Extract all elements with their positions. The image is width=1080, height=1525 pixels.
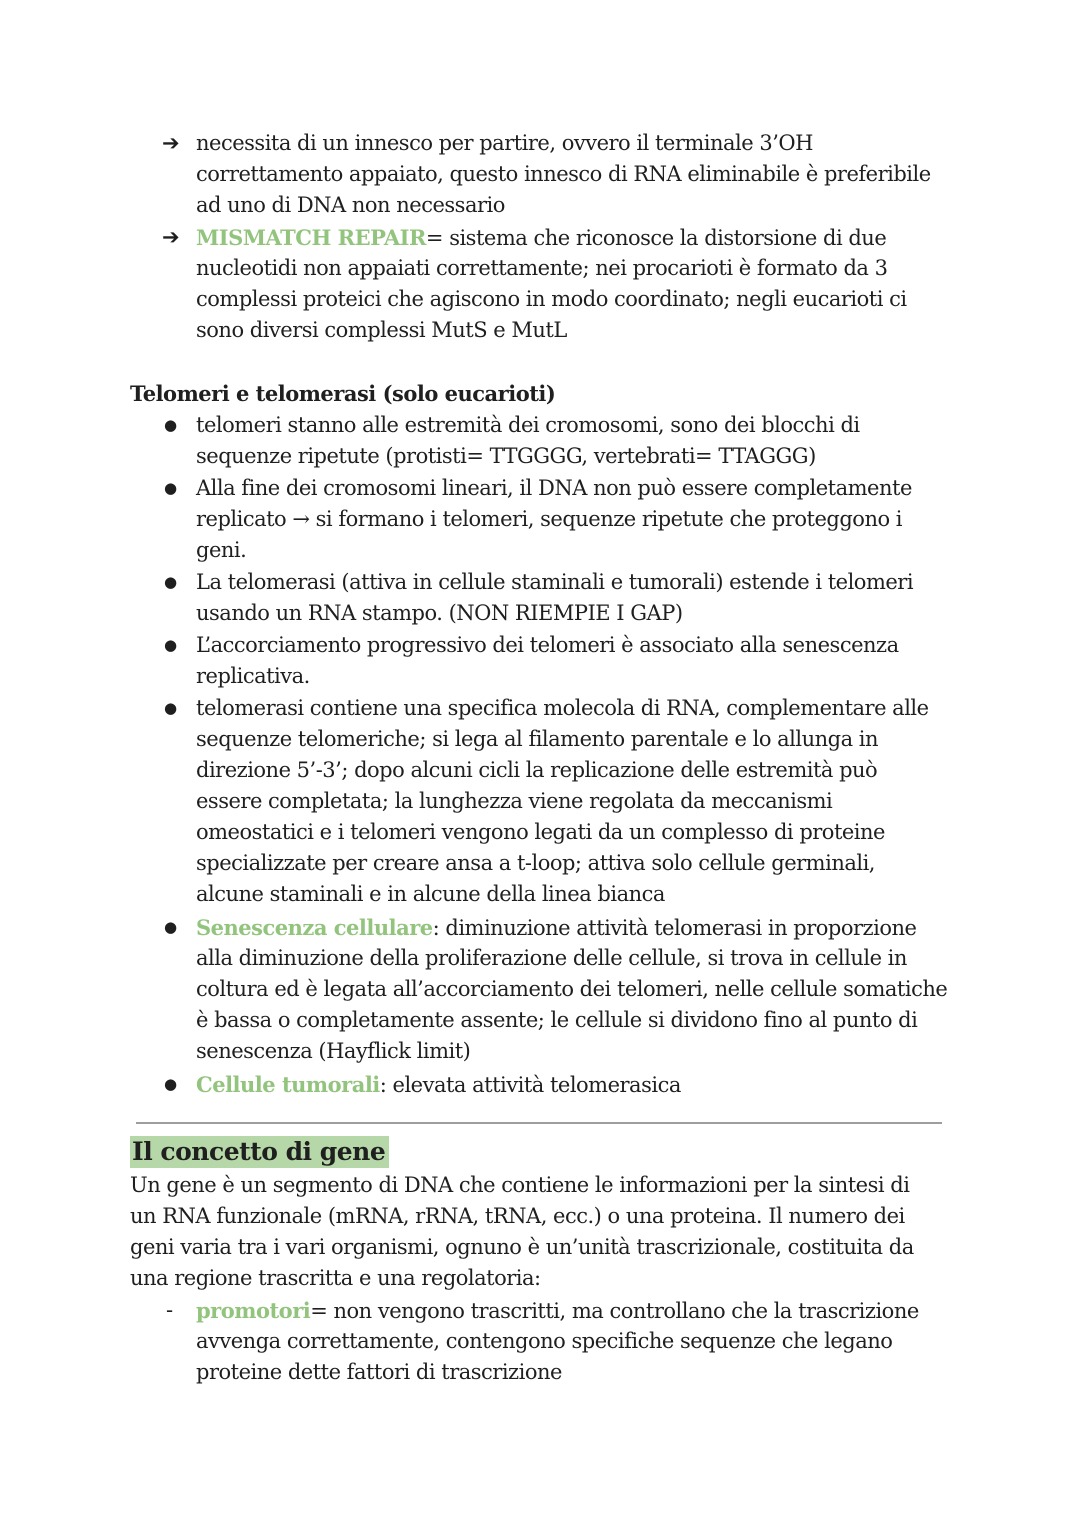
bullet-icon: ● <box>164 636 178 654</box>
bullet-4-line-1: L’accorciamento progressivo dei telomeri è associato alla senescenza <box>196 633 899 657</box>
bullet-6-line-1: Senescenza cellulare: diminuzione attività telomerasi in proporzione <box>196 915 917 940</box>
bullet-3-line-1: La telomerasi (attiva in cellule staminali e tumorali) estende i telomeri <box>196 570 914 594</box>
bullet-icon: ● <box>164 918 178 936</box>
bullet-icon: ● <box>164 416 178 434</box>
arrow-icon: ➔ <box>162 131 180 155</box>
arrow-item-1-line-3: ad uno di DNA non necessario <box>196 193 505 217</box>
senescenza-term: Senescenza cellulare <box>196 915 433 940</box>
dash-icon: - <box>166 1298 174 1322</box>
arrow-item-2-line-3: complessi proteici che agiscono in modo coordinato; negli eucarioti ci <box>196 287 907 311</box>
arrow-item-2-line-1: MISMATCH REPAIR= sistema che riconosce la distorsione di due <box>196 225 887 250</box>
bullet-2-line-3: geni. <box>196 538 247 562</box>
bullet-5-line-6: specializzate per creare ansa a t-loop; attiva solo cellule germinali, <box>196 851 875 875</box>
bullet-5-line-3: direzione 5’-3’; dopo alcuni cicli la replicazione delle estremità può <box>196 758 878 782</box>
arrow-icon: ➔ <box>162 225 180 249</box>
bullet-1-line-2: sequenze ripetute (protisti= TTGGGG, vertebrati= TTAGGG) <box>196 444 816 468</box>
bullet-2-line-1: Alla fine dei cromosomi lineari, il DNA non può essere completamente <box>196 476 912 500</box>
gene-paragraph-line-4: una regione trascritta e una regolatoria: <box>130 1266 541 1290</box>
bullet-5-line-2: sequenze telomeriche; si lega al filamento parentale e lo allunga in <box>196 727 879 751</box>
bullet-6-line-5: senescenza (Hayflick limit) <box>196 1039 471 1063</box>
dash-item-1-line-1: promotori= non vengono trascritti, ma controllano che la trascrizione <box>196 1298 919 1323</box>
arrow-item-1-line-1: necessita di un innesco per partire, ovvero il terminale 3’OH <box>196 131 813 155</box>
bullet-1-line-1: telomeri stanno alle estremità dei cromosomi, sono dei blocchi di <box>196 413 860 437</box>
bullet-5-line-4: essere completata; la lunghezza viene regolata da meccanismi <box>196 789 833 813</box>
bullet-2-line-2: replicato → si formano i telomeri, sequenze ripetute che proteggono i <box>196 507 903 531</box>
section-divider <box>136 1122 942 1124</box>
arrow-item-2-line-2: nucleotidi non appaiati correttamente; nei procarioti è formato da 3 <box>196 256 888 280</box>
dash-item-1-line-2: avvenga correttamente, contengono specifiche sequenze che legano <box>196 1329 893 1353</box>
gene-paragraph-line-1: Un gene è un segmento di DNA che contiene le informazioni per la sintesi di <box>130 1173 910 1197</box>
bullet-5-line-5: omeostatici e i telomeri vengono legati da un complesso di proteine <box>196 820 885 844</box>
bullet-icon: ● <box>164 479 178 497</box>
telomeri-title: Telomeri e telomerasi (solo eucarioti) <box>130 381 556 406</box>
gene-heading: Il concetto di gene <box>130 1136 389 1168</box>
bullet-7-line-1: Cellule tumorali: elevata attività telomerasica <box>196 1072 681 1097</box>
bullet-4-line-2: replicativa. <box>196 664 310 688</box>
bullet-5-line-7: alcune staminali e in alcune della linea bianca <box>196 882 665 906</box>
arrow-item-2-line-4: sono diversi complessi MutS e MutL <box>196 318 567 342</box>
bullet-icon: ● <box>164 699 178 717</box>
bullet-6-line-2: alla diminuzione della proliferazione delle cellule, si trova in cellule in <box>196 946 907 970</box>
promotori-term: promotori <box>196 1298 311 1323</box>
gene-paragraph-line-2: un RNA funzionale (mRNA, rRNA, tRNA, ecc.) o una proteina. Il numero dei <box>130 1204 905 1228</box>
bullet-icon: ● <box>164 573 178 591</box>
bullet-6-line-4: è bassa o completamente assente; le cellule si dividono fino al punto di <box>196 1008 918 1032</box>
arrow-item-1-line-2: correttamento appaiato, questo innesco di RNA eliminabile è preferibile <box>196 162 931 186</box>
cellule-tumorali-term: Cellule tumorali <box>196 1072 380 1097</box>
bullet-3-line-2: usando un RNA stampo. (NON RIEMPIE I GAP) <box>196 601 683 625</box>
dash-item-1-line-3: proteine dette fattori di trascrizione <box>196 1360 562 1384</box>
bullet-icon: ● <box>164 1075 178 1093</box>
gene-paragraph-line-3: geni varia tra i vari organismi, ognuno è un’unità trascrizionale, costituita da <box>130 1235 914 1259</box>
mismatch-repair-term: MISMATCH REPAIR <box>196 225 426 250</box>
bullet-5-line-1: telomerasi contiene una specifica molecola di RNA, complementare alle <box>196 696 929 720</box>
bullet-6-line-3: coltura ed è legata all’accorciamento dei telomeri, nelle cellule somatiche <box>196 977 948 1001</box>
